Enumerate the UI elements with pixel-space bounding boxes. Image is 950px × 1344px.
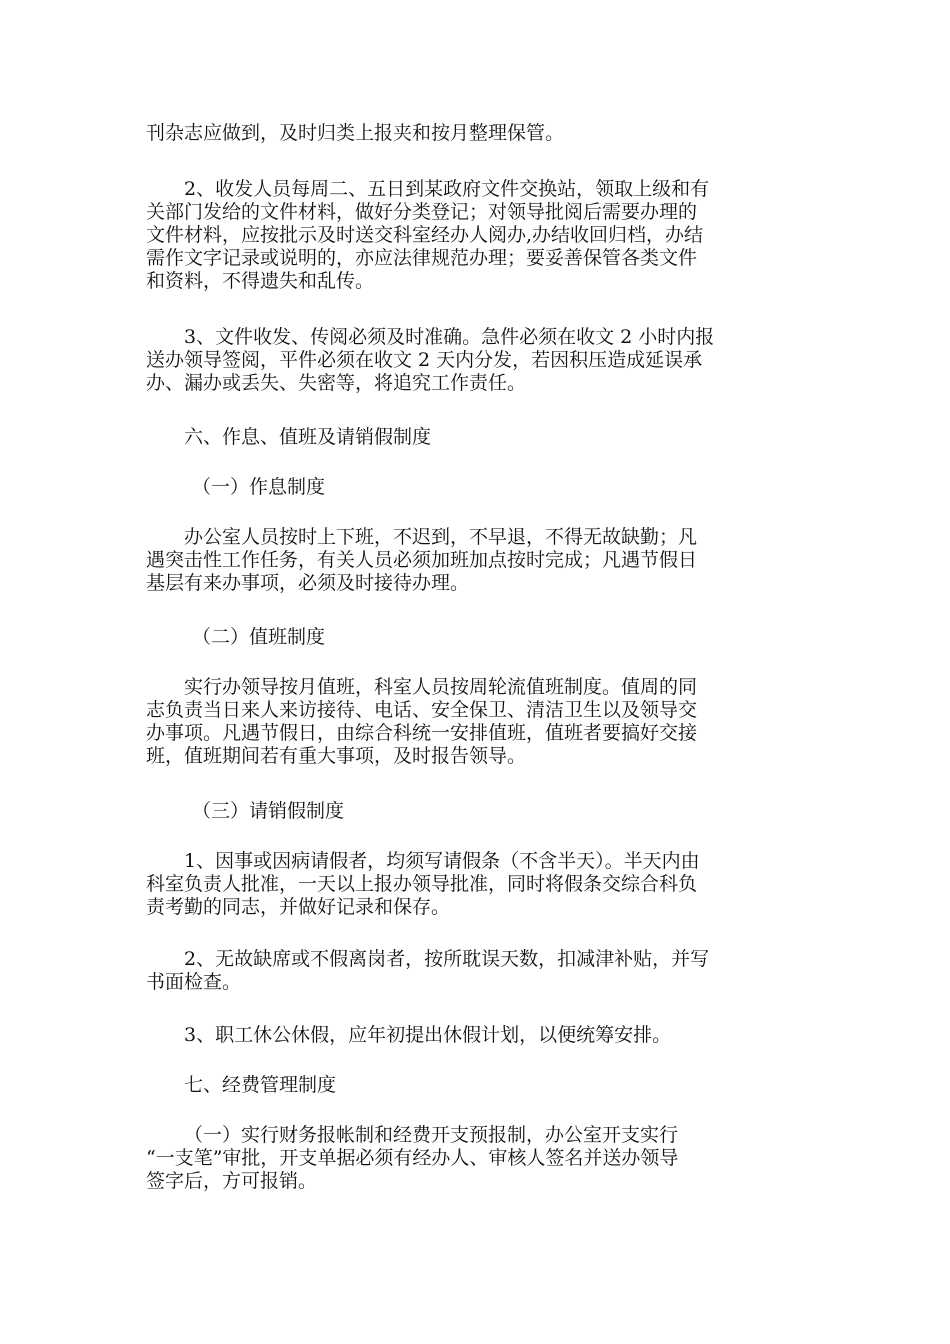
- text-line: 2、收发人员每周二、五日到某政府文件交换站，领取上级和有: [184, 178, 710, 200]
- heading-text: （一）作息制度: [192, 476, 326, 498]
- text-line: 责考勤的同志，并做好记录和保存。: [146, 896, 451, 918]
- subheading-duty: [192, 626, 792, 649]
- text-line: 3、文件收发、传阅必须及时准确。急件必须在收文 2 小时内报: [184, 326, 715, 348]
- heading-text: （三）请销假制度: [192, 800, 345, 822]
- paragraph-funds: [146, 1124, 806, 1193]
- text-line: 办、漏办或丢失、失密等，将追究工作责任。: [146, 372, 527, 394]
- text-line: 办公室人员按时上下班，不迟到，不早退，不得无故缺勤；凡: [184, 526, 698, 548]
- paragraph-receive-send: [146, 178, 806, 293]
- subheading-work-rest: [192, 476, 792, 499]
- text-line: 基层有来办事项，必须及时接待办理。: [146, 572, 470, 594]
- text-line: 关部门发给的文件材料，做好分类登记；对领导批阅后需要办理的: [146, 201, 698, 223]
- text-line: 科室负责人批准，一天以上报办领导批准，同时将假条交综合科负: [146, 873, 698, 895]
- paragraph-duty: [146, 676, 806, 768]
- heading-text: 六、作息、值班及请销假制度: [184, 426, 432, 448]
- heading-text: 七、经费管理制度: [184, 1074, 337, 1096]
- text-line: 3、职工休公休假，应年初提出休假计划，以便统筹安排。: [184, 1024, 672, 1046]
- text-line: “一支笔”审批，开支单据必须有经办人、审核人签名并送办领导: [146, 1147, 679, 1169]
- text-line: 实行办领导按月值班，科室人员按周轮流值班制度。值周的同: [184, 676, 698, 698]
- text-line: 签字后，方可报销。: [146, 1170, 318, 1192]
- paragraph-continuation: [146, 122, 806, 145]
- section-heading-six: [146, 426, 806, 449]
- text-line: 办事项。凡遇节假日，由综合科统一安排值班，值班者要搞好交接: [146, 722, 698, 744]
- text-line: 志负责当日来人来访接待、电话、安全保卫、清洁卫生以及领导交: [146, 699, 698, 721]
- text-line: 1、因事或因病请假者，均须写请假条（不含半天）。半天内由: [184, 850, 700, 872]
- text-line: 班，值班期间若有重大事项，及时报告领导。: [146, 745, 527, 767]
- paragraph-circulation: [146, 326, 806, 395]
- text-line: 2、无故缺席或不假离岗者，按所耽误天数，扣减津补贴，并写: [184, 948, 710, 970]
- section-heading-seven: [146, 1074, 806, 1097]
- text-line: 刊杂志应做到，及时归类上报夹和按月整理保管。: [146, 122, 565, 144]
- text-line: 遇突击性工作任务，有关人员必须加班加点按时完成；凡遇节假日: [146, 549, 698, 571]
- paragraph-leave-1: [146, 850, 806, 919]
- paragraph-leave-3: [146, 1024, 806, 1047]
- text-line: 书面检查。: [146, 971, 242, 993]
- text-line: （一）实行财务报帐制和经费开支预报制，办公室开支实行: [184, 1124, 679, 1146]
- subheading-leave: [192, 800, 792, 823]
- text-line: 送办领导签阅，平件必须在收文 2 天内分发，若因积压造成延误承: [146, 349, 703, 371]
- paragraph-leave-2: [146, 948, 806, 994]
- text-line: 和资料，不得遗失和乱传。: [146, 270, 375, 292]
- text-line: 文件材料，应按批示及时送交科室经办人阅办,办结收回归档，办结: [146, 224, 704, 246]
- paragraph-work-rest: [146, 526, 806, 595]
- text-line: 需作文字记录或说明的，亦应法律规范办理；要妥善保管各类文件: [146, 247, 698, 269]
- heading-text: （二）值班制度: [192, 626, 326, 648]
